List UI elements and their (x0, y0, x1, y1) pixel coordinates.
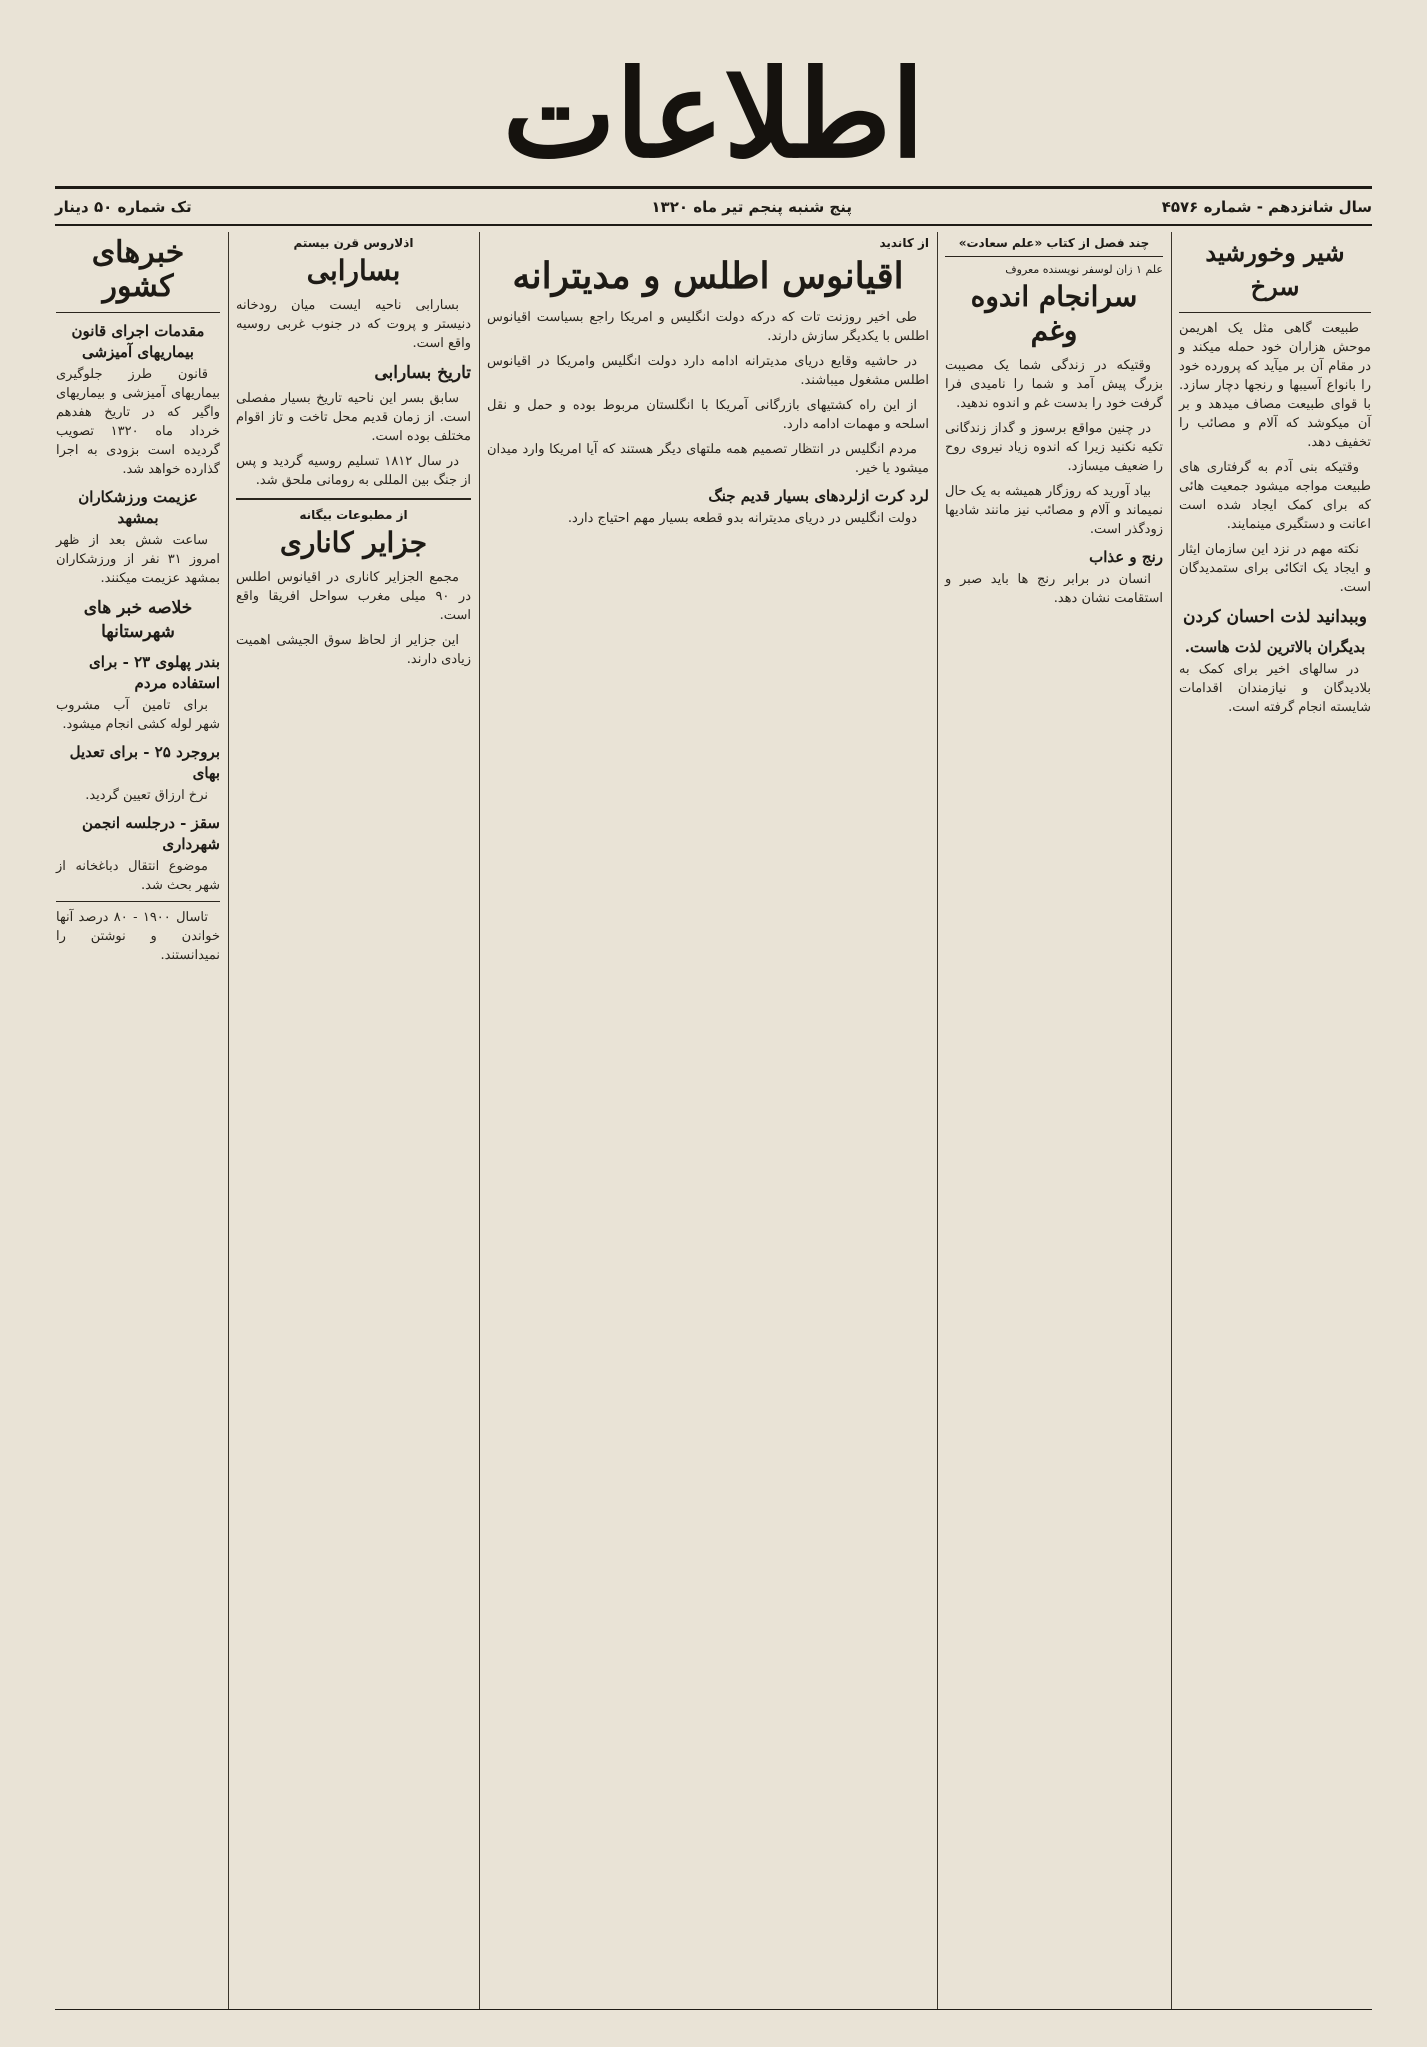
article-text: در سال ۱۸۱۲ تسلیم روسیه گردید و پس از جنگ بین المللی به رومانی ملحق شد. (236, 454, 471, 488)
news-text: تاسال ۱۹۰۰ - ۸۰ درصد آنها خواندن و نوشتن را نمیدانستند. (56, 910, 220, 963)
column-divider (479, 232, 480, 2009)
article-title: اقیانوس اطلس و مدیترانه (512, 255, 904, 297)
article-text: در سالهای اخیر برای کمک به بلادیدگان و نیازمندان اقدامات شایسته انجام گرفته است. (1179, 662, 1371, 715)
dateline-rule (55, 224, 1372, 226)
article-text: طبیعت گاهی مثل یک اهریمن موحش هزاران خود حمله میکند و در مقام آن بر میآید که پرورده خود را بانواع آسیبها و رنجها دچار سازد. با قوای طبیعت مصاف میدهد و بر آن میکوشد که آلام و مصائب را تخفیف دهد. (1179, 321, 1371, 450)
divider (56, 901, 220, 902)
column-country-news (50, 232, 226, 2009)
article-kicker: چند فصل از کتاب «علم سعادت» (958, 236, 1150, 250)
article-subtitle: لرد کرت ازلردهای بسیار قدیم جنگ (708, 487, 929, 505)
issue-price: تک شماره ۵۰ دینار (55, 198, 192, 216)
article-subtitle: تاریخ بسارابی (374, 363, 471, 383)
article-title: سرانجام اندوه وغم (970, 280, 1138, 347)
article-text: در حاشیه وقایع دریای مدیترانه ادامه دارد دولت انگلیس وامریکا در اقیانوس اطلس مشغول میباشند. (487, 354, 929, 388)
column-science-happiness (939, 232, 1169, 2009)
article-kicker: از مطبوعات بیگانه (299, 508, 408, 522)
column-red-lion-sun (1173, 232, 1377, 2009)
article-text: مجمع الجزایر کاناری در اقیانوس اطلس در ۹۰ میلی مغرب سواحل افریقا واقع است. (236, 570, 471, 623)
article-text: دولت انگلیس در دریای مدیترانه بدو قطعه بسیار مهم احتیاج دارد. (567, 511, 917, 526)
masthead-title: اطلاعات (502, 44, 925, 185)
article-text: انسان در برابر رنج ها باید صبر و استقامت نشان دهد. (945, 572, 1163, 606)
article-text: در چنین مواقع برسوز و گداز زندگانی تکیه نکنید زیرا که اندوه زیاد نیروی روح را ضعیف میسازد. (945, 421, 1163, 474)
divider (1179, 312, 1371, 313)
article-title: جزایر کاناری (279, 526, 428, 559)
column-divider (228, 232, 229, 2009)
article-kicker: اذلاروس قرن بیستم (293, 236, 414, 250)
article-subtitle: رنج و عذاب (1089, 548, 1163, 566)
news-text: ساعت شش بعد از ظهر امروز ۳۱ نفر از ورزشکاران بمشهد عزیمت میکنند. (56, 533, 220, 586)
article-text: مردم انگلیس در انتظار تصمیم همه ملتهای دیگر هستند که آیا امریکا وارد میدان میشود یا خیر. (487, 442, 929, 476)
news-text: نرخ ارزاق تعیین گردید. (85, 788, 208, 803)
article-byline: علم ۱ زان لوسفر نویسنده معروف (1005, 263, 1163, 276)
article-text: از این راه کشتیهای بازرگانی آمریکا با انگلستان مربوط بوده و حمل و نقل اسلحه و مهمات ادامه دارد. (487, 398, 929, 432)
news-text: موضوع انتقال دباغخانه از شهر بحث شد. (56, 859, 220, 893)
column-divider (1171, 232, 1172, 2009)
article-text: وقتیکه در زندگی شما یک مصیبت بزرگ پیش آمد و شما را نامیدی فرا گرفت خود را بدست غم و اندوه ندهید. (945, 358, 1163, 411)
article-text: سابق بسر این ناحیه تاریخ بسیار مفصلی است. از زمان قدیم محل تاخت و تاز اقوام مختلف بوده است. (236, 391, 471, 444)
dateline (55, 196, 1372, 222)
news-dateline: بندر پهلوی ۲۳ - برای استفاده مردم (89, 653, 220, 692)
masthead-rule (55, 186, 1372, 189)
article-title: بسارابی (306, 254, 401, 287)
article-text: بسارابی ناحیه ایست میان رودخانه دنیستر و پروت که در جنوب غربی روسیه واقع است. (236, 298, 471, 351)
article-text: این جزایر از لحاظ سوق الجیشی اهمیت زیادی دارند. (236, 633, 471, 667)
news-headline: مقدمات اجرای قانون بیماریهای آمیزشی (71, 322, 205, 361)
article-subtitle: بدیگران بالاترین لذت هاست. (1184, 638, 1366, 656)
divider (56, 312, 220, 313)
column-bessarabia (230, 232, 477, 2009)
article-text: بیاد آورید که روزگار همیشه به یک حال نمیماند و آلام و مصائب نیز مانند شادیها زودگذر است. (945, 484, 1163, 537)
divider (236, 498, 471, 500)
divider (945, 256, 1163, 257)
column-atlantic-mediterranean (481, 232, 935, 2009)
article-text: نکته مهم در نزد این سازمان ایثار و ایجاد یک اتکائی برای ستمدیدگان است. (1179, 542, 1371, 595)
news-dateline: بروجرد ۲۵ - برای تعدیل بهای (69, 743, 220, 782)
news-headline: خلاصه خبر های شهرستانها (83, 598, 193, 642)
article-text: طی اخیر روزنت تات که درکه دولت انگلیس و امریکا راجع بسیاست اقیانوس اطلس با یکدیگر سازش دارند. (487, 310, 929, 344)
article-subtitle: وببدانید لذت احسان کردن (1183, 607, 1367, 627)
article-text: وقتیکه بنی آدم به گرفتاری های طبیعت مواجه میشود جمعیت هائی که برای کمک ایجاد شده است اعانت و دستگیری مینمایند. (1179, 460, 1371, 532)
issue-number: سال شانزدهم - شماره ۴۵۷۶ (1161, 198, 1372, 216)
issue-date: پنج شنبه پنجم تیر ماه ۱۳۲۰ (651, 198, 852, 216)
news-headline: عزیمت ورزشکاران بمشهد (78, 488, 198, 527)
column-divider (937, 232, 938, 2009)
footer-rule (55, 2009, 1372, 2010)
article-kicker: از کاندید (879, 236, 929, 250)
section-title: خبرهای کشور (91, 235, 185, 304)
news-dateline: سقز - درجلسه انجمن شهرداری (81, 814, 220, 853)
article-title: شیر وخورشید سرخ (1205, 238, 1345, 301)
news-text: قانون طرز جلوگیری بیماریهای آمیزشی و بیماریهای واگیر که در تاریخ هفدهم خرداد ماه ۱۳۲۰ تصویب گردیده است بزودی به اجرا گذارده خواهد شد. (56, 367, 220, 477)
news-text: برای تامین آب مشروب شهر لوله کشی انجام میشود. (56, 698, 220, 732)
